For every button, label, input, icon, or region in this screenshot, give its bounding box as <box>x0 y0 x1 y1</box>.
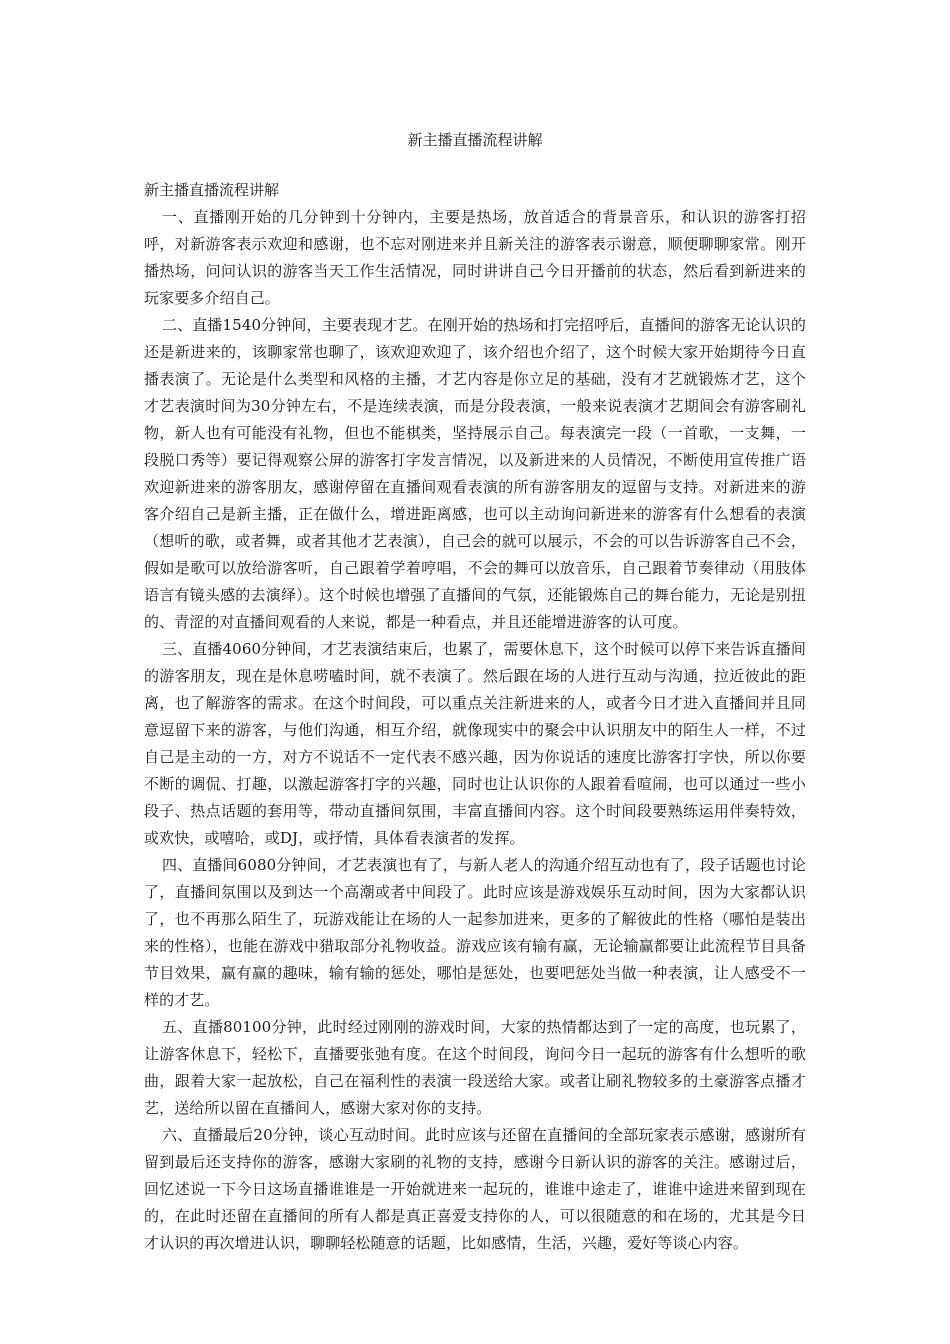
document-title: 新主播直播流程讲解 <box>407 131 543 149</box>
paragraph-5: 五、直播80100分钟，此时经过刚刚的游戏时间，大家的热情都达到了一定的高度，也玩累了，让游客休息下，轻松下，直播要张弛有度。在这个时间段，询问今日一起玩的游客有什么想听的歌曲，跟着大家一起放松，自己在福利性的表演一段送给大家。或者让刷礼物较多的土豪游客点播才艺，送给所以留在直播间人，感谢大家对你的支持。 <box>144 1018 806 1117</box>
paragraph-6: 六、直播最后20分钟，谈心互动时间。此时应该与还留在直播间的全部玩家表示感谢，感谢所有留到最后还支持你的游客，感谢大家刷的礼物的支持，感谢今日新认识的游客的关注。感谢过后，回忆述说一下今日这场直播谁谁是一开始就进来一起玩的，谁谁中途走了，谁谁中途进来留到现在的，在此时还留在直播间的所有人都是真正喜爱支持你的人，可以很随意的和在场的，尤其是今日才认识的再次增进认识，聊聊轻松随意的话题，比如感情，生活，兴趣，爱好等谈心内容。 <box>144 1126 806 1252</box>
paragraph-4: 四、直播间6080分钟间，才艺表演也有了，与新人老人的沟通介绍互动也有了，段子话题也讨论了，直播间氛围以及到达一个高潮或者中间段了。此时应该是游戏娱乐互动时间，因为大家都认识了，也不再那么陌生了，玩游戏能让在场的人一起参加进来，更多的了解彼此的性格（哪怕是装出来的性格），也能在游戏中猎取部分礼物收益。游戏应该有输有赢，无论输赢都要让此流程节目具备节目效果，赢有赢的趣味，输有输的惩处，哪怕是惩处，也要吧惩处当做一种表演，让人感受不一样的才艺。 <box>144 856 806 1009</box>
paragraph-3: 三、直播4060分钟间，才艺表演结束后，也累了，需要休息下，这个时候可以停下来告诉直播间的游客朋友，现在是休息唠嗑时间，就不表演了。然后跟在场的人进行互动与沟通，拉近彼此的距离，也了解游客的需求。在这个时间段，可以重点关注新进来的人，或者今日才进入直播间并且同意逗留下来的游客，与他们沟通，相互介绍，就像现实中的聚会中认识朋友中的陌生人一样，不过自己是主动的一方，对方不说话不一定代表不感兴趣，因为你说话的速度比游客打字快，所以你要不断的调侃、打趣，以激起游客打字的兴趣，同时也让认识你的人跟着看喧闹，也可以通过一些小段子、热点话题的套用等，带动直播间氛围，丰富直播间内容。这个时间段要熟练运用伴奏特效，或欢快，或嘻哈，或DJ，或抒情，具体看表演者的发挥。 <box>144 640 806 847</box>
paragraph-1: 一、直播刚开始的几分钟到十分钟内，主要是热场，放首适合的背景音乐，和认识的游客打招呼，对新游客表示欢迎和感谢，也不忘对刚进来并且新关注的游客表示谢意，顺便聊聊家常。刚开播热场，问问认识的游客当天工作生活情况，同时讲讲自己今日开播前的状态，然后看到新进来的玩家要多介绍自己。 <box>144 208 806 307</box>
paragraph-2: 二、直播1540分钟间，主要表现才艺。在刚开始的热场和打完招呼后，直播间的游客无论认识的还是新进来的，该聊家常也聊了，该欢迎欢迎了，该介绍也介绍了，这个时候大家开始期待今日直播表演了。无论是什么类型和风格的主播，才艺内容是你立足的基础，没有才艺就锻炼才艺，这个才艺表演时间为30分钟左右，不是连续表演，而是分段表演，一般来说表演才艺期间会有游客刷礼物，新人也有可能没有礼物，但也不能棋类，坚持展示自己。每表演完一段（一首歌，一支舞，一段脱口秀等）要记得观察公屏的游客打字发言情况，以及新进来的人员情况，不断使用宣传推广语欢迎新进来的游客朋友，感谢停留在直播间观看表演的所有游客朋友的逗留与支持。对新进来的游客介绍自己是新主播，正在做什么，增进距离感，也可以主动询问新进来的游客有什么想看的表演（想听的歌，或者舞，或者其他才艺表演），自己会的就可以展示，不会的可以告诉游客自己不会，假如是歌可以放给游客听，自己跟着学着哼唱，不会的舞可以放音乐，自己跟着节奏律动（用肢体语言有镜头感的去演绎）。这个时候也增强了直播间的气氛，还能锻炼自己的舞台能力，无论是别扭的、青涩的对直播间观看的人来说，都是一种看点，并且还能增进游客的认可度。 <box>144 316 806 631</box>
document-subtitle: 新主播直播流程讲解 <box>144 181 280 199</box>
document-body <box>144 177 806 1257</box>
